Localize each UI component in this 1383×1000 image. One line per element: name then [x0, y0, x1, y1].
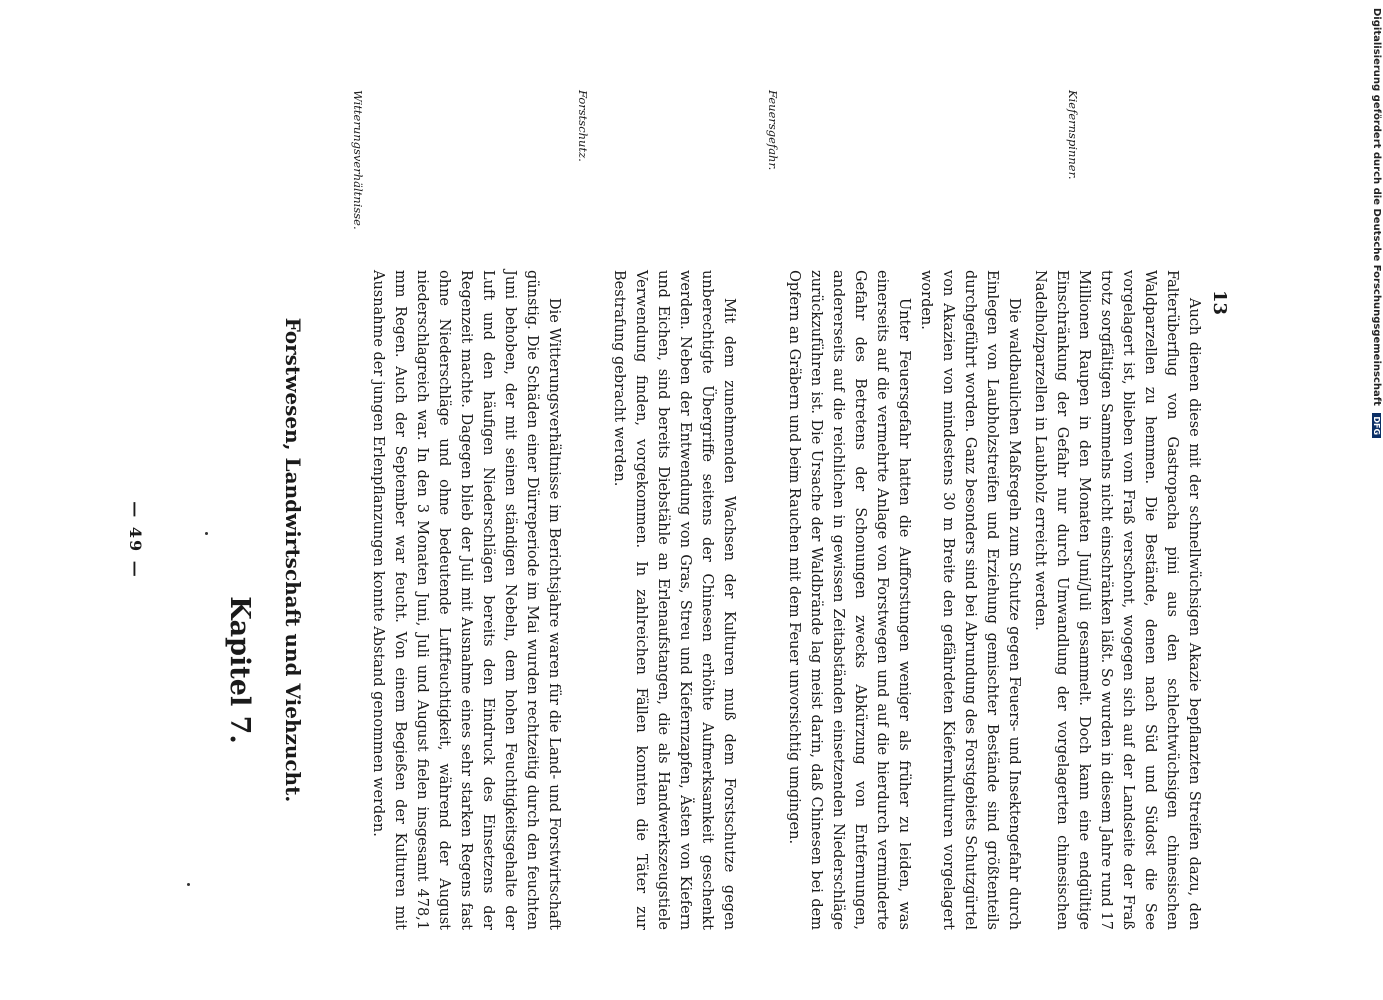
scan-speck — [205, 532, 208, 535]
paragraph-fire-danger — [783, 270, 915, 930]
chapter-title: Kapitel 7. — [224, 596, 255, 744]
page-number-footer: 13 — [1209, 290, 1230, 316]
digitization-notice — [1370, 8, 1383, 993]
dfg-logo-icon: DFG — [1372, 413, 1381, 438]
scan-speck — [187, 883, 190, 886]
paragraph-weather — [367, 270, 565, 930]
document-page — [120, 40, 1230, 960]
margin-note-pine-moth: Kiefernspinner. — [1066, 90, 1080, 180]
paragraph-text: Die waldbaulichen Maßregeln zum Schutze gegen Feuers- und Insektengefahr durch Einlegen von Laubholzstreifen und Erziehung gemischter Bestände sind größtenteils durchgeführt worden. Ganz besonders sind bei Abrundung des Forstgebiets Schutzgürtel von Akazien von mindestens 30 m Breite den gefährdeten Kiefernkulturen vorgelagert worden. — [918, 270, 1022, 930]
page-number-header: — 49 — — [126, 501, 145, 579]
paragraph-pine-moth — [1029, 270, 1205, 930]
paragraph-text: Unter Feuersgefahr hatten die Aufforstungen weniger als früher zu leiden, was einerseits auf die vermehrte Anlage von Forstwegen und auf die hierdurch verminderte Gefahr des Betretens der Schonungen zwecks Abkürzung von Entfernungen, andererseits auf die reichlichen in gewissen Zeitabständen einsetzenden Niederschläge zurückzuführen ist. Die Ursache der Waldbrände lag meist darin, daß Chinesen bei dem Opfern an Gräbern und beim Rauchen mit dem Feuer unvorsichtig umgingen. — [786, 270, 912, 930]
paragraph-text: Die Witterungsverhältnisse im Berichtsjahre waren für die Land- und Forstwirtschaft günstig. Die Schäden einer Dürreperiode im Mai wurden rechtzeitig durch den feuchten Juni behoben, der mit seinen ständigen Nebeln, dem hohen Feuchtigkeitsgehalte der Luft und den häufigen Niederschlägen bereits den Eindruck des Einsetzens der Regenzeit machte. Dagegen blieb der Juli mit Ausnahme eines sehr starken Regens fast ohne Niederschläge und ohne bedeutende Luftfeuchtigkeit, während der August niederschlagreich war. In den 3 Monaten Juni, Juli und August fielen insgesamt 478,1 mm Regen. Auch der September war feucht. Von einem Begießen der Kulturen mit Ausnahme der jungen Erlenpflanzungen konnte Abstand genommen werden. — [370, 270, 562, 930]
margin-note-weather: Witterungsverhältnisse. — [351, 90, 365, 230]
paragraph-forest-protection — [608, 270, 740, 930]
margin-note-forest-protection: Forstschutz. — [576, 90, 590, 162]
paragraph-silviculture — [915, 270, 1025, 930]
paragraph-text: Mit dem zunehmenden Wachsen der Kulturen muß dem Forstschutze gegen unberechtigte Übergriffe seitens der Chinesen erhöhte Aufmerksamkeit geschenkt werden. Neben der Entwendung von Gras, Streu und Kiefernzapfen, Ästen von Kiefern und Eichen, sind bereits Diebstähle an Erlenaufstangen, die als Handwerkszeugstiele Verwendung finden, vorgekommen. In zahlreichen Fällen konnten die Täter zur Bestrafung gebracht werden. — [611, 270, 737, 930]
margin-note-fire-danger: Feuersgefahr. — [766, 90, 780, 171]
paragraph-text: Auch dienen diese mit der schnellwüchsigen Akazie bepflanzten Streifen dazu, den Falterüberflug von Gastropacha pini aus den schlechtwüchsigen chinesischen Waldparzellen zu hemmen. Die Bestände, denen nach Süd und Südost die See vorgelagert ist, blieben vom Fraß verschont, wogegen sich auf der Landseite der Fraß trotz sorgfältigen Sammelns nicht einschränken läßt. So wurden in diesem Jahre rund 17 Millionen Raupen in den Monaten Juni/Juli gesammelt. Doch kann eine endgültige Einschränkung der Gefahr nur durch Umwandlung der vorgelagerten chinesischen Nadelholzparzellen in Laubholz erreicht werden. — [1032, 270, 1202, 930]
digitization-text: Digitalisierung gefördert durch die Deutsche Forschungsgemeinschaft — [1371, 8, 1382, 406]
section-title: Forstwesen, Landwirtschaft und Viehzucht. — [281, 317, 305, 803]
